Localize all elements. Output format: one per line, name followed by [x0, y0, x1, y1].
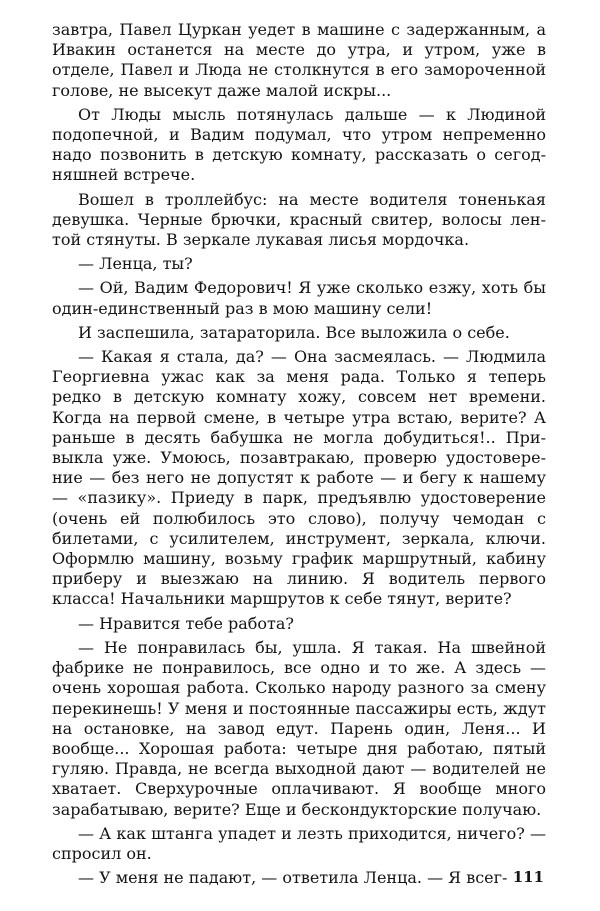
page-number: 111 — [512, 868, 544, 886]
page-text — [52, 20, 546, 892]
paragraph-3: Вошел в троллейбус: на месте водителя тоненькая девушка. Черные брючки, красный свитер, волосы лентой стянуты. В зеркале лукавая лисья мордочка. — [52, 189, 546, 250]
paragraph-7: — Какая я стала, да? — Она засмеялась. — Людмила Георгиевна ужас как за меня рада. Только я теперь редко в детскую комнату хожу, совсем нет времени. Когда на первой смене, в четыре утра встаю, верите? А раньше в десять бабушка не могла добудиться!.. Привыкла уже. Умоюсь, позавтракаю, проверю удостоверение — без него не допустят к работе — и бегу к нашему — «пазику». Приеду в парк, предъявлю удостоверение (очень ей полюбилось это слово), получу чемодан с билетами, с усилителем, инструмент, зеркала, ключи. Оформлю машину, возьму график маршрутный, кабину приберу и выезжаю на линию. Я водитель первого класса! Начальники маршрутов к себе тянут, верите? — [52, 347, 546, 609]
paragraph-11: — У меня не падают, — ответила Ленца. — Я всег- — [78, 868, 508, 888]
paragraph-5: — Ой, Вадим Федорович! Я уже сколько езжу, хоть бы один-единственный раз в мою машину сели! — [52, 278, 546, 318]
paragraph-9: — Не понравилась бы, ушла. Я такая. На швейной фабрике не понравилось, все одно и то же. А здесь — очень хорошая работа. Сколько народу разного за смену перекинешь! У меня и постоянные пассажиры есть, ждут на остановке, на завод едут. Парень один, Леня... И вообще... Хорошая работа: четыре дня работаю, пятый гуляю. Правда, не всегда выходной дают — водителей не хватает. Сверхурочные оплачивают. Я вообще много зарабатываю, верите? Еще и бескондукторские получаю. — [52, 637, 546, 819]
paragraph-8: — Нравится тебе работа? — [78, 613, 295, 633]
paragraph-1: завтра, Павел Цуркан уедет в машине с задержанным, а Ивакин останется на месте до утра, и утром, уже в отделе, Павел и Люда не столкнутся в его замороченной голове, не высекут даже малой искры... — [52, 20, 546, 100]
paragraph-2: От Люды мысль потянулась дальше — к Людиной подопечной, и Вадим подумал, что утром непременно надо позвонить в детскую комнату, рассказать о сегодняшней встрече. — [52, 104, 546, 185]
paragraph-6: И заспешила, затараторила. Все выложила о себе. — [78, 322, 510, 342]
paragraph-4: — Ленца, ты? — [78, 254, 193, 274]
paragraph-10: — А как штанга упадет и лезть приходится, ничего? — спросил он. — [52, 823, 546, 863]
